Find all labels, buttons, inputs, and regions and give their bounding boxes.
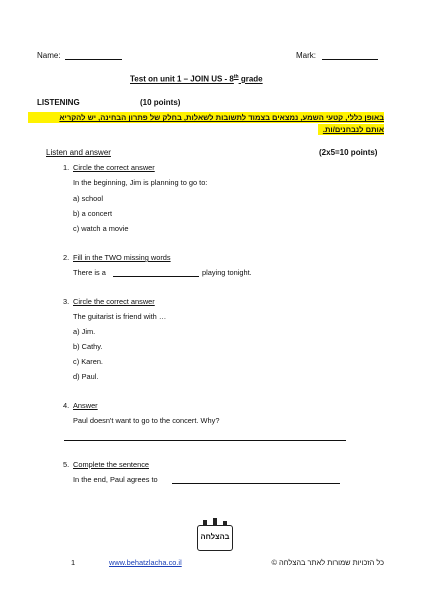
q4-answer-line[interactable] — [64, 440, 346, 441]
section-title: LISTENING — [37, 98, 80, 107]
q1-prompt: In the beginning, Jim is planning to go to: — [73, 178, 208, 187]
q3-number: 3. — [63, 297, 70, 306]
test-title-main: Test on unit 1 – JOIN US - 8 — [130, 74, 234, 84]
section-points: (10 points) — [140, 98, 181, 107]
name-blank-line — [65, 59, 122, 60]
test-title-sup: th — [233, 74, 239, 80]
listen-points: (2x5=10 points) — [319, 148, 378, 157]
q5-number: 5. — [63, 460, 70, 469]
q3-prompt: The guitarist is friend with … — [73, 312, 167, 321]
q2-answer-blank[interactable] — [113, 276, 199, 277]
q2-number: 2. — [63, 253, 70, 262]
q1-option-a[interactable]: a) school — [73, 194, 103, 203]
logo-tab-right — [223, 521, 227, 526]
q4-prompt: Paul doesn't want to go to the concert. Why? — [73, 416, 220, 425]
page-number: 1 — [71, 558, 76, 567]
q3-option-b[interactable]: b) Cathy. — [73, 342, 103, 351]
q4-number: 4. — [63, 401, 70, 410]
website-link[interactable]: www.behatzlacha.co.il — [109, 558, 182, 567]
q2-title: Fill in the TWO missing words — [73, 253, 171, 262]
mark-blank-line — [322, 59, 378, 60]
logo-tab-middle — [213, 518, 217, 526]
listen-and-answer-label: Listen and answer — [46, 148, 111, 157]
q4-title: Answer — [73, 401, 98, 410]
q1-title: Circle the correct answer — [73, 163, 155, 172]
logo-tab-left — [203, 520, 207, 526]
test-title — [130, 74, 263, 84]
q3-option-a[interactable]: a) Jim. — [73, 327, 96, 336]
q1-option-c[interactable]: c) watch a movie — [73, 224, 129, 233]
mark-label: Mark: — [296, 51, 316, 60]
teacher-note-line-1: באופן כללי, קטעי השמע, נמצאים בצמוד לתשובות לשאלות, בחלק של פתרון הבחינה, יש להקריא — [59, 113, 384, 122]
q3-option-d[interactable]: d) Paul. — [73, 372, 99, 381]
test-title-end: grade — [238, 74, 263, 84]
q1-number: 1. — [63, 163, 70, 172]
copyright-notice: כל הזכויות שמורות לאתר בהצלחה © — [271, 558, 384, 567]
q2-prompt-end: playing tonight. — [202, 268, 252, 277]
q1-option-b[interactable]: b) a concert — [73, 209, 113, 218]
behatzlacha-logo — [197, 525, 233, 551]
name-label: Name: — [37, 51, 61, 60]
q5-prompt: In the end, Paul agrees to — [73, 475, 158, 484]
q5-answer-blank[interactable] — [172, 483, 340, 484]
q3-title: Circle the correct answer — [73, 297, 155, 306]
q3-option-c[interactable]: c) Karen. — [73, 357, 103, 366]
q2-prompt-start: There is a — [73, 268, 106, 277]
q5-title: Complete the sentence — [73, 460, 150, 469]
teacher-note-line-2: אותם לנבחנים/ות. — [322, 125, 384, 134]
logo-text: בהצלחה — [200, 532, 230, 541]
